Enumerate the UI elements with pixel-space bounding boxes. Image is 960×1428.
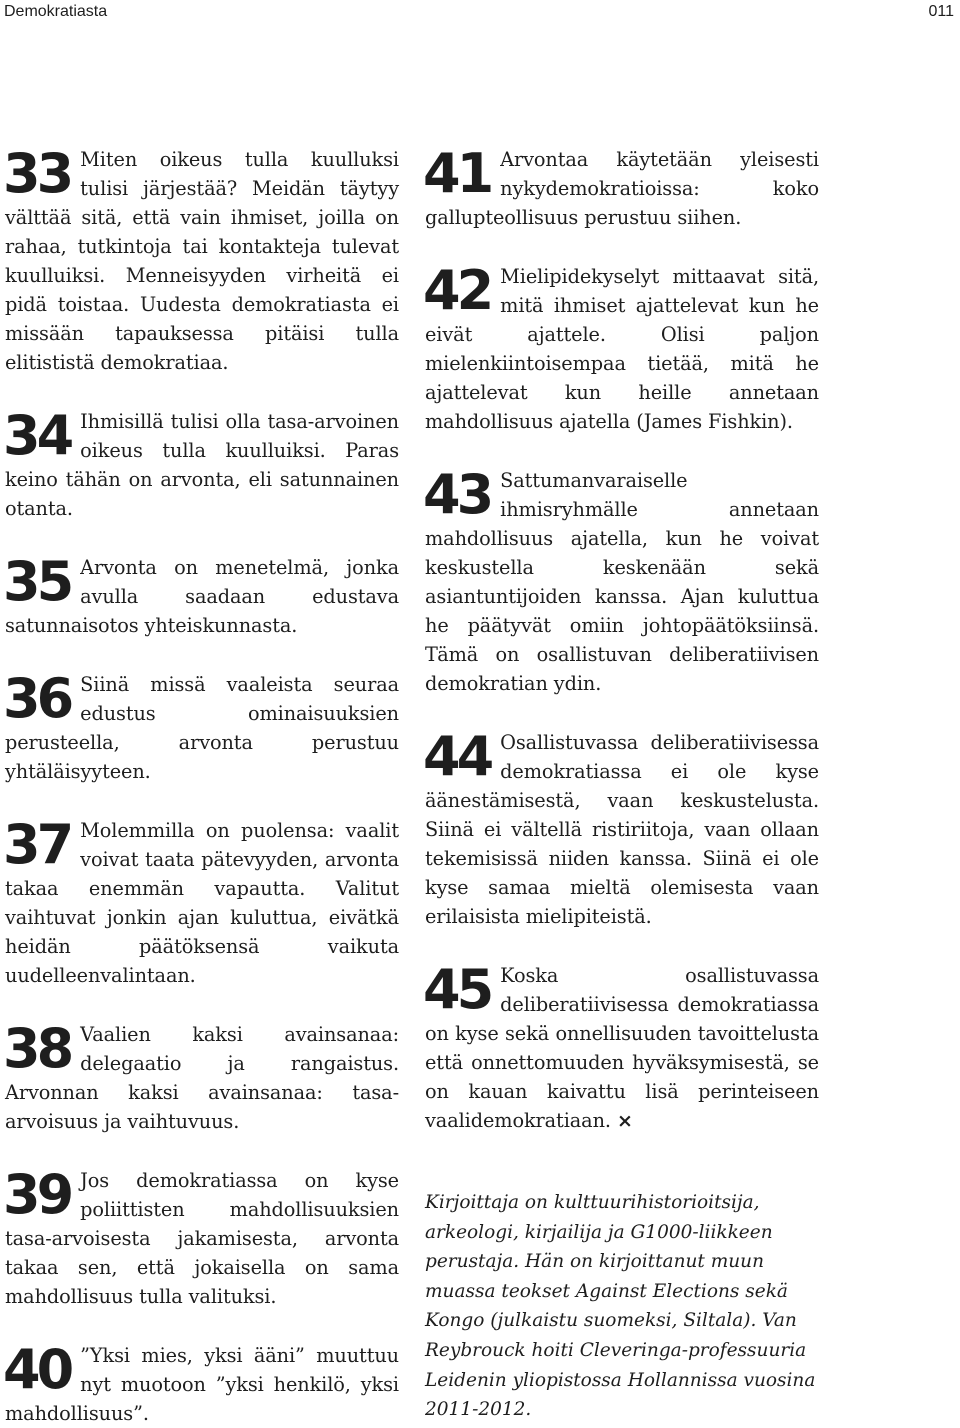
paragraph-text: Siinä missä vaaleista seuraa edustus ominaisuuksien perusteella, arvonta perustuu yhtäläisyyteen.: [5, 673, 399, 783]
paragraph-34: [3, 404, 399, 523]
paragraph-35: [3, 550, 399, 640]
page-number: 011: [928, 3, 954, 20]
paragraph-38: [3, 1017, 399, 1136]
end-mark-icon: ×: [616, 1110, 633, 1132]
paragraph-number: 43: [423, 463, 491, 526]
paragraph-number: 42: [423, 259, 491, 322]
author-bio: Kirjoittaja on kulttuurihistorioitsija, arkeologi, kirjailija ja G1000-liikkeen perustaja. Hän on kirjoittanut muun muassa teokset Against Elections sekä Kongo (julkaistu suomeksi, Siltala). Van Reybrouck hoiti Cleveringa-professuuria Leidenin yliopistossa Hollannissa vuosina 2011-2012.: [425, 1192, 816, 1421]
paragraph-text: Jos demokratiassa on kyse poliittisten mahdollisuuksien tasa-arvoisesta jakamisesta, arvonta takaa sen, että jokaisella on sama mahdollisuus tulla valituksi.: [5, 1169, 399, 1308]
paragraph-text: Mielipidekyselyt mittaavat sitä, mitä ihmiset ajattelevat kun he eivät ajattele. Olisi paljon mielenkiintoisempaa tietää, mitä he ajattelevat kun heille annetaan mahdollisuus ajatella (James Fishkin).: [425, 265, 819, 433]
paragraph-40: [3, 1338, 399, 1428]
paragraph-44: [423, 725, 819, 931]
paragraph-text: Miten oikeus tulla kuulluksi tulisi järjestää? Meidän täytyy välttää sitä, että vain ihmiset, joilla on rahaa, tutkintoja tai kontakteja tulevat kuulluiksi. Menneisyyden virheitä ei pidä toistaa. Uudesta demokratiasta ei missään tapauksessa pitäisi tulla elitististä demokratiaa.: [5, 148, 399, 374]
section-title: Demokratiasta: [4, 3, 108, 20]
paragraph-number: 44: [423, 725, 491, 788]
paragraph-text: Sattumanvaraiselle ihmisryhmälle annetaan mahdollisuus ajatella, kun he voivat keskustella keskenään sekä asiantuntijoiden kanssa. Ajan kuluttua he päätyvät omiin johtopäätöksiinsä. Tämä on osallistuvan deliberatiivisen demokratian ydin.: [425, 469, 819, 695]
paragraph-number: 41: [423, 142, 491, 205]
right-column: [423, 142, 819, 1136]
paragraph-42: [423, 259, 819, 436]
paragraph-text: ”Yksi mies, yksi ääni” muuttuu nyt muotoon ”yksi henkilö, yksi mahdollisuus”.: [5, 1344, 399, 1425]
paragraph-33: [3, 142, 399, 377]
paragraph-text: Ihmisillä tulisi olla tasa-arvoinen oikeus tulla kuulluiksi. Paras keino tähän on arvonta, eli satunnainen otanta.: [5, 410, 399, 520]
paragraph-number: 35: [3, 550, 71, 613]
left-column: [3, 142, 399, 1428]
paragraph-text: Koska osallistuvassa deliberatiivisessa demokratiassa on kyse sekä onnellisuuden tavoittelusta että onnettomuuden hyväksymisestä, se on kauan kaivattu lisä perinteiseen vaalidemokratiaan.: [425, 964, 819, 1132]
page-header: [0, 0, 960, 30]
paragraph-43: [423, 463, 819, 698]
paragraph-36: [3, 667, 399, 786]
paragraph-number: 39: [3, 1163, 71, 1226]
paragraph-text: Vaalien kaksi avainsanaa: delegaatio ja rangaistus. Arvonnan kaksi avainsanaa: tasa-arvoisuus ja vaihtuvuus.: [5, 1023, 399, 1133]
paragraph-number: 37: [3, 813, 71, 876]
paragraph-text: Molemmilla on puolensa: vaalit voivat taata pätevyyden, arvonta takaa enemmän vapautta. Valitut vaihtuvat jonkin ajan kuluttua, eivätkä heidän päätöksensä vaikuta uudelleenvalintaan.: [5, 819, 399, 987]
paragraph-number: 34: [3, 404, 71, 467]
paragraph-text: Arvontaa käytetään yleisesti nykydemokratioissa: koko gallupteollisuus perustuu siihen.: [425, 148, 819, 229]
paragraph-41: [423, 142, 819, 232]
paragraph-45: [423, 958, 819, 1136]
paragraph-number: 38: [3, 1017, 71, 1080]
paragraph-number: 36: [3, 667, 71, 730]
paragraph-number: 40: [3, 1338, 71, 1401]
paragraph-37: [3, 813, 399, 990]
paragraph-number: 45: [423, 958, 491, 1021]
paragraph-text: Arvonta on menetelmä, jonka avulla saadaan edustava satunnaisotos yhteiskunnasta.: [5, 556, 399, 637]
paragraph-number: 33: [3, 142, 71, 205]
paragraph-39: [3, 1163, 399, 1311]
paragraph-text: Osallistuvassa deliberatiivisessa demokratiassa ei ole kyse äänestämisestä, vaan keskustelusta. Siinä ei vältellä ristiriitoja, vaan ollaan tekemisissä niiden kanssa. Siinä ei ole kyse samaa mieltä olemisesta vaan erilaisista mielipiteistä.: [425, 731, 819, 928]
